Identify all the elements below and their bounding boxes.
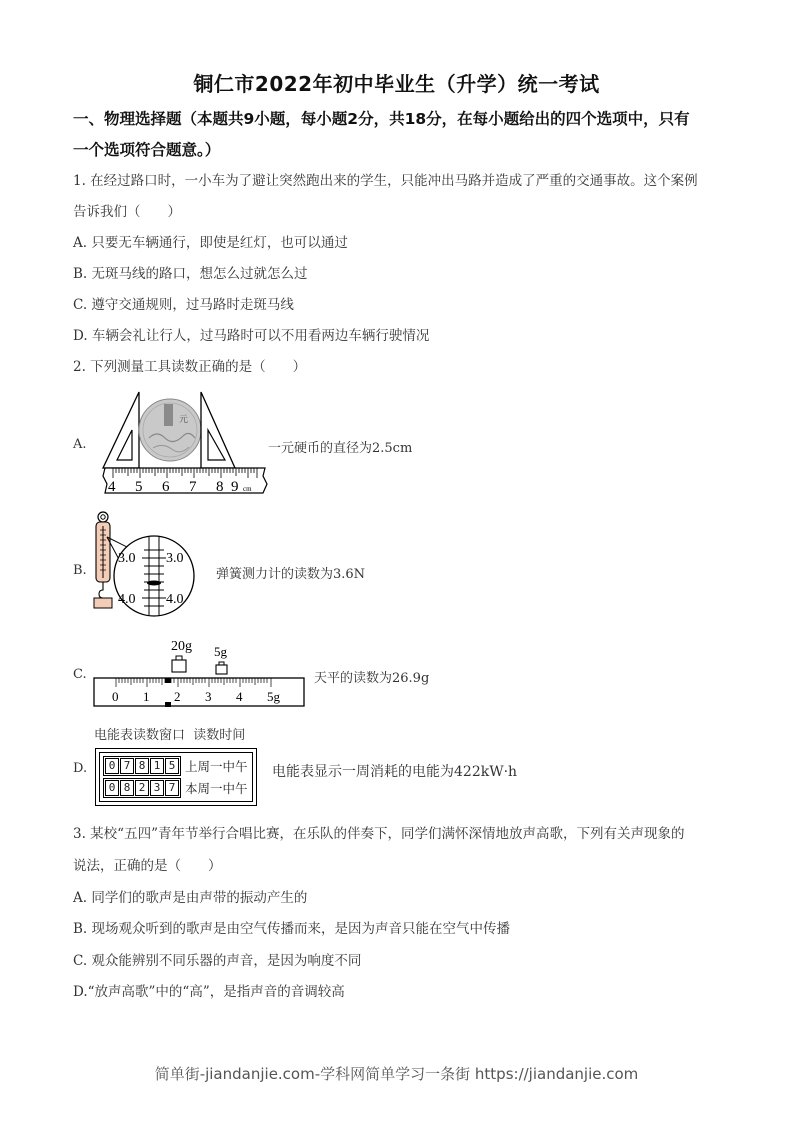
- meter-digit: 8: [120, 780, 134, 796]
- footer-watermark: 简单街-jiandanjie.com-学科网简单学习一条街 https://jiandanjie.com: [154, 1065, 639, 1083]
- meter-digit: 2: [135, 780, 149, 796]
- question-3-option-c: C. 观众能辨别不同乐器的声音，是因为响度不同: [73, 953, 362, 969]
- rider-top-icon: [165, 678, 171, 683]
- meter-time-this-week: 本周一中午: [185, 781, 248, 796]
- svg-text:7: 7: [189, 479, 197, 495]
- svg-text:8: 8: [216, 479, 224, 495]
- svg-text:4: 4: [108, 479, 116, 495]
- rider-bottom-icon: [165, 702, 171, 707]
- svg-text:6: 6: [162, 479, 170, 495]
- svg-text:9: 9: [231, 479, 239, 495]
- weight-5g-icon: [216, 665, 227, 674]
- weight-block-icon: [94, 598, 112, 608]
- svg-text:1: 1: [143, 689, 150, 704]
- question-2-stem: 2. 下列测量工具读数正确的是（ ）: [73, 359, 307, 375]
- svg-text:20g: 20g: [171, 639, 192, 654]
- weight-20g-icon: [172, 660, 186, 672]
- question-1-stem-line1: 1. 在经过路口时，一小车为了避让突然跑出来的学生，只能冲出马路并造成了严重的交通事故。这个案例: [73, 173, 698, 189]
- question-1-option-a: A. 只要无车辆通行，即使是红灯，也可以通过: [73, 235, 348, 251]
- meter-digit: 0: [105, 780, 119, 796]
- meter-digit: 5: [165, 758, 179, 774]
- svg-text:4: 4: [236, 689, 243, 704]
- meter-window: [95, 748, 257, 806]
- meter-digit: 0: [105, 758, 119, 774]
- balance-figure: [92, 634, 307, 714]
- section-header-line1: 一、物理选择题（本题共9小题，每小题2分，共18分，在每小题给出的四个选项中，只有: [73, 110, 690, 128]
- question-3-option-b: B. 现场观众听到的歌声是由空气传播而来，是因为声音只能在空气中传播: [73, 921, 511, 937]
- meter-digit: 7: [120, 758, 134, 774]
- question-1-stem-line2: 告诉我们（ ）: [73, 204, 181, 220]
- svg-text:2: 2: [174, 689, 181, 704]
- meter-row-this-week: [103, 777, 249, 799]
- meter-digit: 7: [165, 780, 179, 796]
- question-3-stem-line1: 3. 某校“五四”青年节举行合唱比赛，在乐队的伴奏下，同学们满怀深情地放声高歌，下列有关声现象的: [73, 826, 685, 842]
- question-1-option-d: D. 车辆会礼让行人，过马路时可以不用看两边车辆行驶情况: [73, 328, 430, 344]
- svg-text:5g: 5g: [214, 644, 227, 659]
- svg-text:元: 元: [179, 414, 189, 424]
- question-3-stem-line2: 说法，正确的是（ ）: [73, 858, 222, 874]
- coin-ruler-figure: [95, 390, 270, 500]
- spring-scale-figure: [88, 510, 213, 625]
- question-2-option-b-caption: 弹簧测力计的读数为3.6N: [216, 567, 366, 582]
- question-2-option-a-caption: 一元硬币的直径为2.5cm: [268, 441, 413, 456]
- question-2-option-a-label: A.: [73, 437, 87, 452]
- section-header: [73, 104, 733, 166]
- question-2-option-c-caption: 天平的读数为26.9g: [314, 671, 430, 686]
- svg-text:5: 5: [135, 479, 143, 495]
- question-2-option-c-label: C.: [73, 667, 87, 682]
- meter-digit: 3: [150, 780, 164, 796]
- question-3-option-a: A. 同学们的歌声是由声带的振动产生的: [73, 890, 308, 906]
- svg-text:cm: cm: [243, 485, 252, 493]
- meter-time-last-week: 上周一中午: [185, 759, 248, 774]
- svg-text:0: 0: [112, 689, 119, 704]
- question-2-option-d-label: D.: [73, 761, 88, 776]
- meter-row-last-week: [103, 755, 249, 777]
- svg-text:3.0: 3.0: [118, 551, 136, 566]
- meter-header: 电能表读数窗口 读数时间: [94, 728, 246, 743]
- svg-text:3.0: 3.0: [166, 551, 184, 566]
- svg-text:3: 3: [205, 689, 212, 704]
- meter-digit: 1: [150, 758, 164, 774]
- question-1-option-c: C. 遵守交通规则，过马路时走斑马线: [73, 297, 294, 313]
- meter-digit: 8: [135, 758, 149, 774]
- spring-scale-ring-icon: [98, 512, 108, 522]
- question-2-option-b-label: B.: [73, 563, 87, 578]
- question-3-option-d: D.“放声高歌”中的“高”，是指声音的音调较高: [73, 984, 345, 1000]
- section-header-line2: 一个选项符合题意。）: [73, 141, 221, 159]
- svg-text:4.0: 4.0: [166, 592, 184, 607]
- question-1-option-b: B. 无斑马线的路口，想怎么过就怎么过: [73, 266, 308, 282]
- pointer-icon: [147, 581, 161, 586]
- svg-text:5g: 5g: [267, 689, 280, 704]
- question-2-option-d-caption: 电能表显示一周消耗的电能为422kW·h: [272, 764, 518, 780]
- exam-title: 铜仁市2022年初中毕业生（升学）统一考试: [193, 72, 600, 96]
- svg-text:4.0: 4.0: [118, 592, 136, 607]
